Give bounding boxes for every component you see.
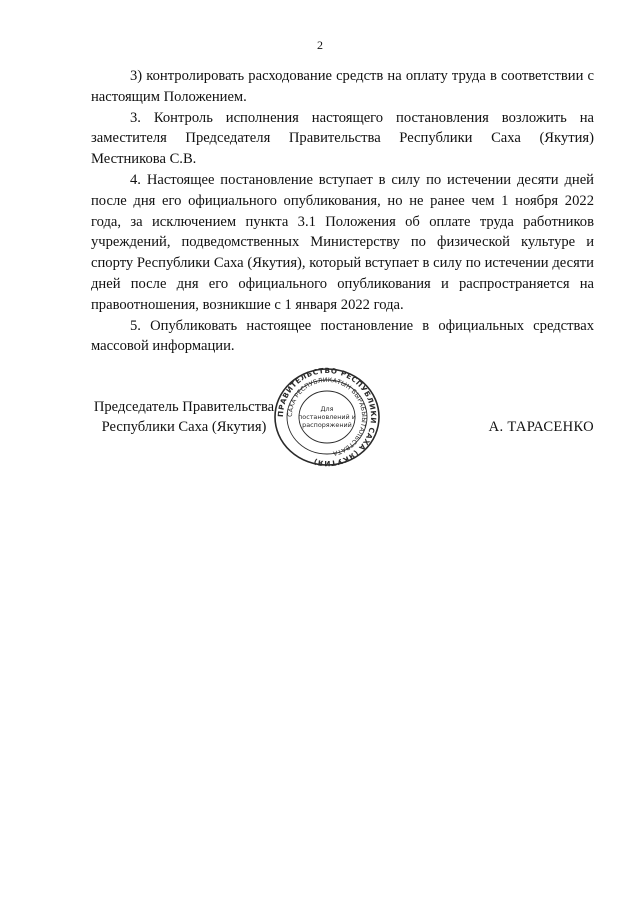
document-body xyxy=(91,66,594,357)
paragraph-point-4: 4. Настоящее постановление вступает в силу по истечении десяти дней после дня его официального опубликования, но не ранее чем 1 ноября 2022 года, за исключением пункта 3.1 Положения об оплате труда работников учреждений, подведомственных Министерству по физической культуре и спорту Республики Саха (Якутия), который вступает в силу по истечении десяти дней после дня его официального опубликования и распространяется на правоотношения, возникшие с 1 января 2022 года. xyxy=(91,171,594,313)
signer-name: А. ТАРАСЕНКО xyxy=(488,419,594,435)
paragraph-point-5: 5. Опубликовать настоящее постановление в официальных средствах массовой информации. xyxy=(91,317,594,355)
signer-title-line-2: Республики Саха (Якутия) xyxy=(101,419,267,435)
seal-center-line-2: постановлений и xyxy=(298,413,356,421)
seal-center-line-1: Для xyxy=(320,405,334,413)
paragraph-point-3: 3. Контроль исполнения настоящего постановления возложить на заместителя Председателя Правительства Республики Саха (Якутия) Местникова С.В. xyxy=(91,109,594,168)
seal-center-line-3: распоряжений xyxy=(302,421,352,429)
signer-title xyxy=(91,397,277,437)
seal-outer-text: ПРАВИТЕЛЬСТВО РЕСПУБЛИКИ САХА (ЯКУТИЯ) xyxy=(275,366,379,468)
official-seal xyxy=(271,366,383,468)
page-number: 2 xyxy=(317,38,323,52)
seal-inner-text: САХА РЕСПУБЛИКАТЫН БЫРАБЫЫТАЛЬСТВАТА xyxy=(286,376,368,457)
paragraph-item-3: 3) контролировать расходование средств на оплату труда в соответствии с настоящим Положением. xyxy=(91,68,594,105)
signer-title-line-1: Председатель Правительства xyxy=(93,399,275,415)
